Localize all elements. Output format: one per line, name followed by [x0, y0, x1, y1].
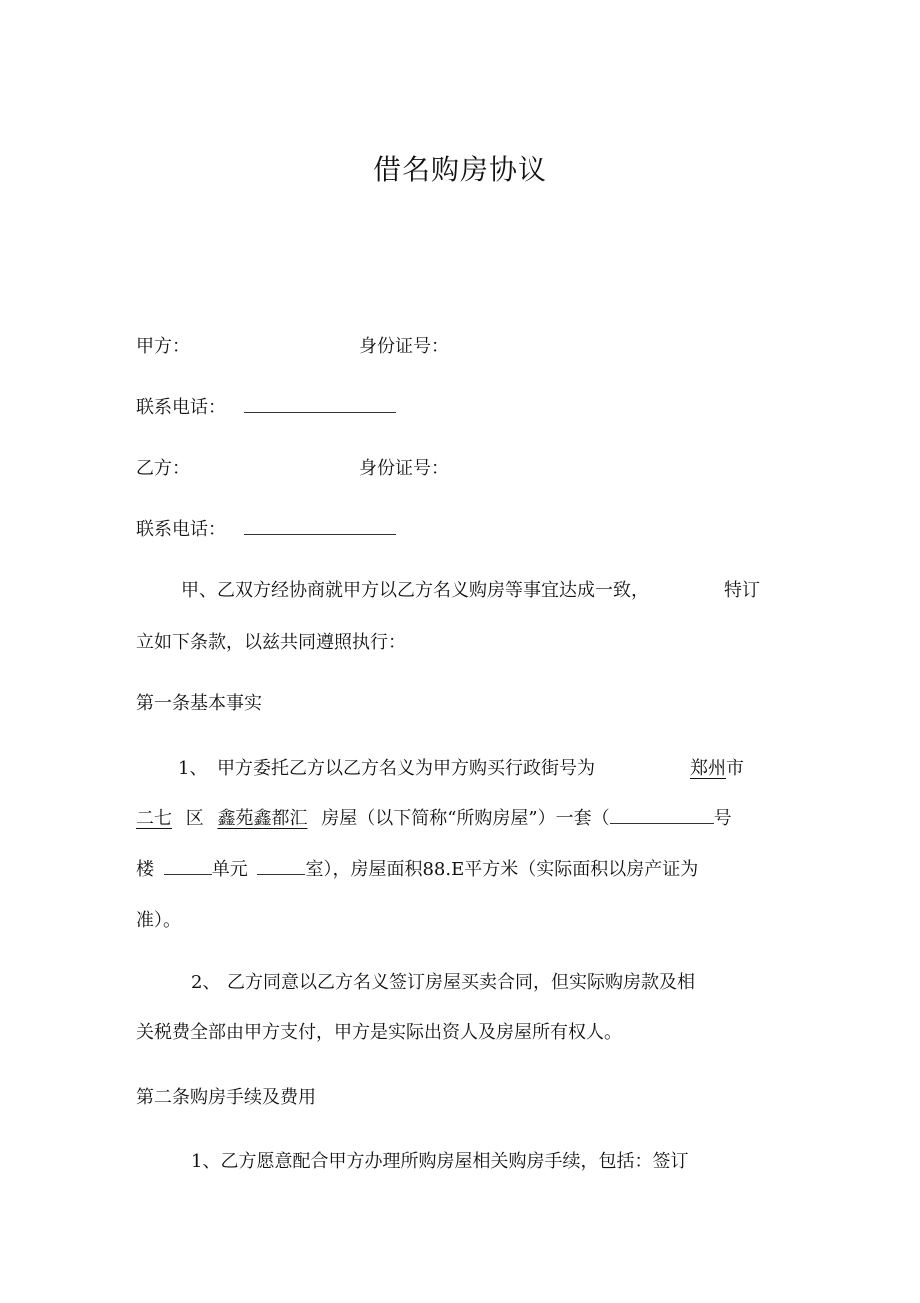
article-1-item-2-number: 2、 [191, 972, 221, 993]
article-1-item-2-line-2: 关税费全部由甲方支付，甲方是实际出资人及房屋所有权人。 [136, 1022, 622, 1043]
contact-b-label: 联系电话： [136, 519, 226, 540]
unit-suffix: 单元 [211, 859, 248, 880]
city-value: 郑州 [690, 758, 726, 779]
article-1-heading: 第一条基本事实 [136, 693, 262, 714]
district-value: 二七 [136, 808, 172, 829]
party-a-id-label: 身份证号： [359, 336, 449, 357]
article-1-item-1-line-3 [136, 858, 698, 882]
contact-b-row [136, 518, 396, 542]
article-1-item-1-line-4: 准）。 [136, 910, 181, 931]
building-blank [610, 809, 714, 824]
article-2-heading: 第二条购房手续及费用 [136, 1087, 316, 1108]
contact-a-label: 联系电话： [136, 397, 226, 418]
complex-value: 鑫苑鑫都汇 [217, 808, 308, 829]
building-suffix: 号 [713, 808, 732, 829]
article-1-item-1-text-2: 房屋（以下简称“所购房屋”）一套（ [321, 808, 610, 829]
article-1-item-1-line-2 [136, 807, 732, 831]
party-a-label: 甲方： [136, 336, 190, 357]
room-suffix: 室），房屋面积88.E平方米（实际面积以房产证为 [305, 859, 699, 880]
unit-blank [164, 860, 212, 875]
contact-a-row [136, 396, 396, 420]
preamble-line-2: 立如下条款，以兹共同遵照执行： [136, 632, 406, 653]
line-3-prefix: 楼 [136, 859, 154, 880]
article-1-item-1-city [690, 757, 744, 781]
district-suffix: 区 [185, 808, 204, 829]
preamble-line-1-tail: 特订 [724, 580, 760, 601]
document-title: 借名购房协议 [372, 153, 547, 186]
contact-a-blank [244, 398, 396, 413]
contact-b-blank [244, 520, 396, 535]
city-suffix: 市 [726, 758, 744, 779]
party-b-id-label: 身份证号： [359, 458, 449, 479]
room-blank [257, 860, 305, 875]
preamble-line-1: 甲、乙双方经协商就甲方以乙方名义购房等事宜达成一致， [181, 580, 649, 601]
party-b-label: 乙方： [136, 458, 190, 479]
article-2-item-1-line-1: 1、乙方愿意配合甲方办理所购房屋相关购房手续，包括：签订 [191, 1151, 689, 1172]
article-1-item-2-line-1: 乙方同意以乙方名义签订房屋买卖合同，但实际购房款及相 [227, 972, 695, 993]
article-1-item-1-line-1: 甲方委托乙方以乙方名义为甲方购买行政街号为 [217, 758, 595, 779]
article-1-item-1-number: 1、 [178, 758, 208, 779]
